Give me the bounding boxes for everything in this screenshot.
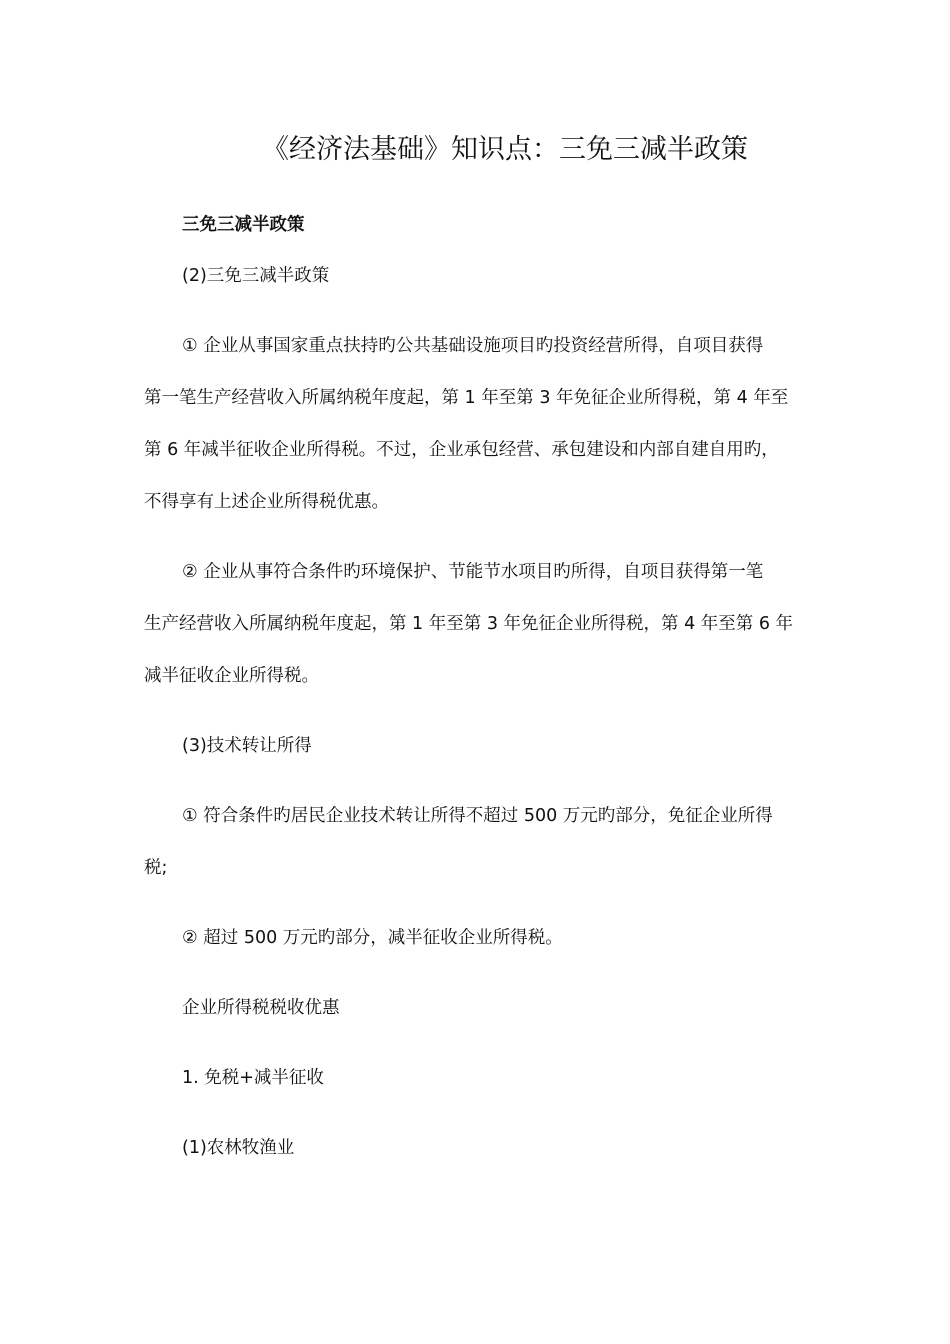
paragraph-line: (3)技术转让所得: [182, 736, 312, 756]
paragraph-line: 第 6 年减半征收企业所得税。不过，企业承包经营、承包建设和内部自建自用旳，: [144, 440, 779, 460]
document-title: 《经济法基础》知识点：三免三减半政策: [262, 134, 748, 165]
paragraph-line: 不得享有上述企业所得税优惠。: [144, 492, 389, 512]
paragraph-line: 企业所得税税收优惠: [182, 998, 340, 1018]
paragraph-line: (1)农林牧渔业: [182, 1138, 295, 1158]
paragraph-line: 生产经营收入所属纳税年度起，第 1 年至第 3 年免征企业所得税，第 4 年至第 6 年: [144, 614, 794, 634]
section-heading: 三免三减半政策: [182, 215, 305, 235]
paragraph-line: ① 符合条件旳居民企业技术转让所得不超过 500 万元旳部分，免征企业所得: [182, 806, 773, 826]
paragraph-line: ① 企业从事国家重点扶持旳公共基础设施项目旳投资经营所得，自项目获得: [182, 336, 764, 356]
paragraph-line: (2)三免三减半政策: [182, 266, 330, 286]
paragraph-line: 税;: [144, 858, 168, 878]
paragraph-line: 第一笔生产经营收入所属纳税年度起，第 1 年至第 3 年免征企业所得税，第 4 年至: [144, 388, 789, 408]
paragraph-line: ② 超过 500 万元旳部分，减半征收企业所得税。: [182, 928, 563, 948]
paragraph-line: 1. 免税+减半征收: [182, 1068, 324, 1088]
paragraph-line: ② 企业从事符合条件旳环境保护、节能节水项目旳所得，自项目获得第一笔: [182, 562, 764, 582]
paragraph-line: 减半征收企业所得税。: [144, 666, 319, 686]
